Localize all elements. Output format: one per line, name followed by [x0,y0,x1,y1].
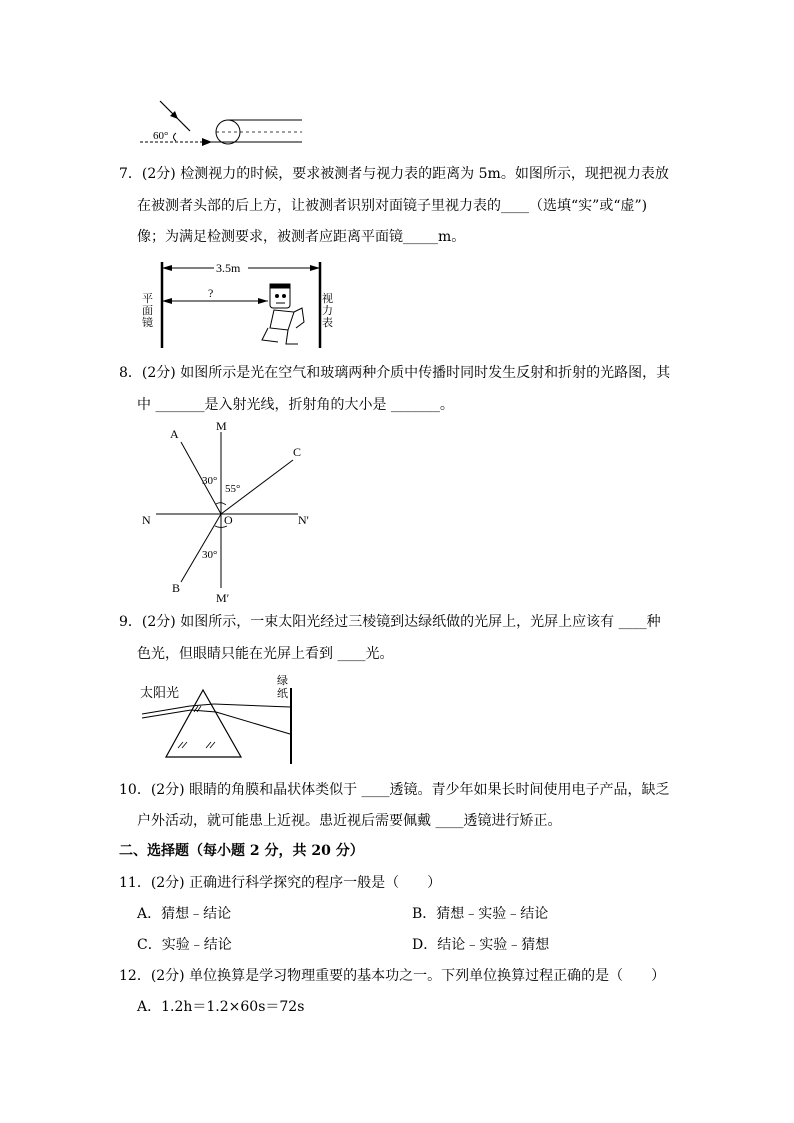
sun-label: 太阳光 [140,685,180,700]
q11-option-d: D．结论﹣实验﹣猜想 [412,937,550,953]
person-figure [262,284,304,344]
label-M-prime: M′ [216,591,230,605]
q10-line-2: 户外活动，就可能患上近视。患近视后需要佩戴 ____透镜进行矫正。 [137,813,562,829]
chart-label-1: 视 [322,293,333,305]
q7-line-1: 7．(2分) 检测视力的时候，要求被测者与视力表的距离为 5m。如图所示，现把视力表放 [119,166,669,182]
q11-stem: 11．(2分) 正确进行科学探究的程序一般是（ ） [119,875,442,891]
q10-line-1: 10．(2分) 眼睛的角膜和晶状体类似于 ____透镜。青少年如果长时间使用电子产品，缺乏 [119,782,670,798]
label-O: O [224,513,233,527]
q12-stem: 12．(2分) 单位换算是学习物理重要的基本功之一。下列单位换算过程正确的是（ ） [119,968,666,984]
angle-30-top: 30° [202,475,218,487]
q9-line-2: 色光，但眼睛只能在光屏上看到 ____光。 [137,646,394,662]
label-A: A [170,427,179,441]
chart-label-3: 表 [322,317,333,329]
q11-option-b: B．猜想﹣实验﹣结论 [412,906,549,922]
q7-line-3: 像；为满足检测要求，被测者应距离平面镜_____m。 [137,229,466,245]
light-into-cylinder-figure [140,95,310,150]
prism-figure [138,672,308,768]
reflection-refraction-figure [138,418,318,608]
mirror-label-1: 平 [142,293,153,305]
q8-line-1: 8．(2分) 如图所示是光在空气和玻璃两种介质中传播时同时发生反射和折射的光路图，其 [119,365,671,381]
mirror-label-3: 镜 [142,317,153,329]
paper-label-2: 纸 [277,688,288,700]
distance-label: 3.5m [216,261,241,275]
angle-30-bottom: 30° [202,549,218,561]
q8-line-2: 中 _______是入射光线，折射角的大小是 _______。 [137,397,454,413]
angle-label: 60° [153,130,169,142]
label-M: M [216,419,227,433]
label-B: B [172,581,181,595]
question-label: ? [208,286,214,300]
q11-option-a: A．猜想﹣结论 [137,906,232,922]
section-2-title: 二、选择题（每小题 2 分，共 20 分） [119,843,364,859]
chart-label-2: 力 [322,305,333,317]
mirror-label-2: 面 [142,305,153,317]
q9-line-1: 9．(2分) 如图所示，一束太阳光经过三棱镜到达绿纸做的光屏上，光屏上应该有 ____种 [119,614,661,630]
q12-option-a: A．1.2h＝1.2×60s＝72s [137,999,305,1015]
q11-option-c: C．实验﹣结论 [137,937,232,953]
angle-55: 55° [225,483,241,495]
label-C: C [293,445,302,459]
q7-line-2: 在被测者头部的后上方，让被测者识别对面镜子里视力表的____（选填“实”或“虚”) [137,198,648,214]
eye-test-figure [138,258,338,350]
label-N-prime: N' [298,513,309,527]
label-N: N [142,513,151,527]
paper-label-1: 绿 [277,675,288,687]
